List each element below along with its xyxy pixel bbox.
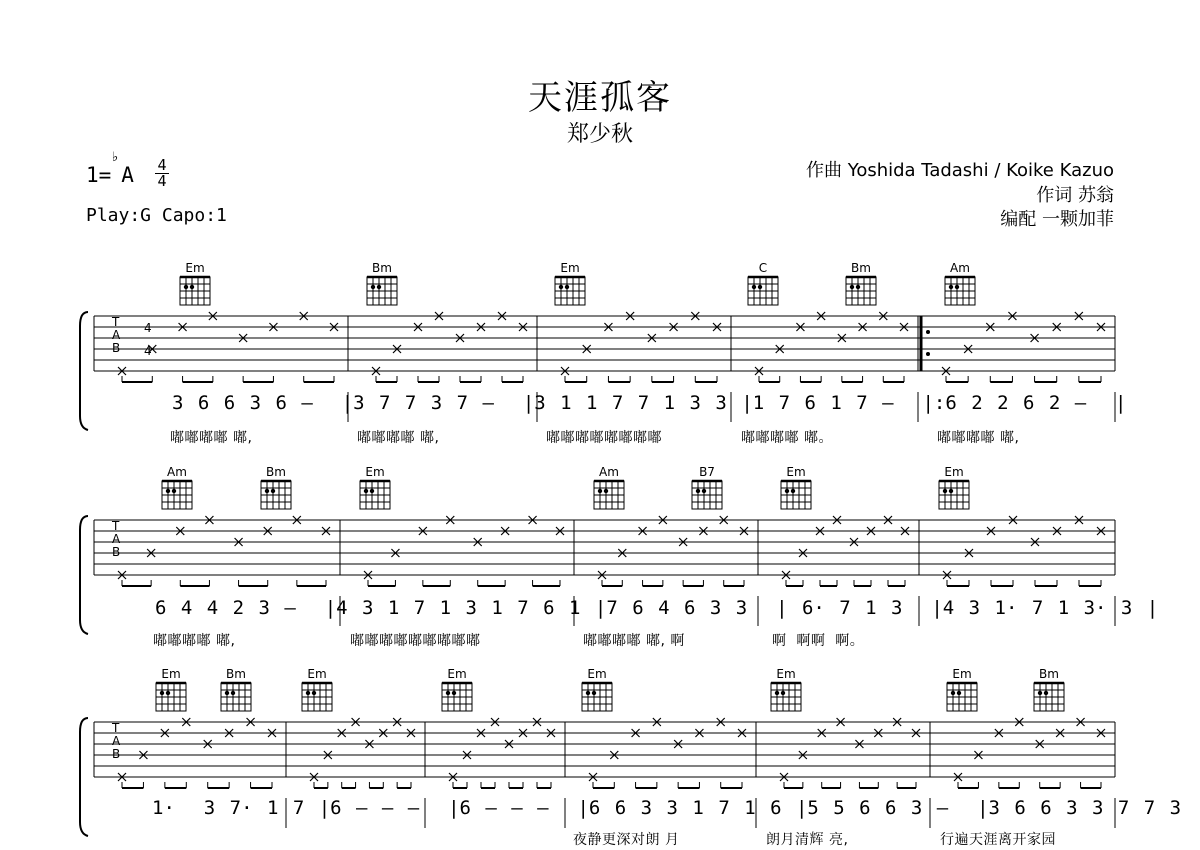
key-note: A — [121, 163, 134, 187]
lyric-row1-e: 嘟嘟嘟嘟 嘟, — [937, 430, 1020, 446]
lyric-row1-d: 嘟嘟嘟嘟 嘟。 — [741, 430, 833, 446]
staff-bracket — [80, 718, 88, 836]
chord-finger — [785, 489, 789, 493]
staff-bracket — [80, 312, 88, 430]
chord-name: Bm — [372, 261, 392, 275]
chord-diagram — [692, 465, 722, 509]
tab-clef-letter: A — [112, 532, 121, 546]
chord-name: C — [758, 261, 768, 275]
chord-finger — [781, 691, 785, 695]
chord-diagram — [594, 465, 624, 509]
chord-finger — [598, 489, 602, 493]
chord-name: Am — [167, 465, 187, 479]
chord-diagram — [1034, 667, 1064, 711]
chord-diagram — [582, 667, 612, 711]
lyric-row1-c: 嘟嘟嘟嘟嘟嘟嘟嘟 — [546, 430, 662, 446]
chord-finger — [225, 691, 229, 695]
chord-finger — [370, 489, 374, 493]
tab-time-bottom: 4 — [144, 344, 152, 358]
chord-finger — [190, 285, 194, 289]
chord-diagram — [367, 261, 397, 305]
chord-finger — [452, 691, 456, 695]
lyric-row1-a: 嘟嘟嘟嘟 嘟, — [170, 430, 253, 446]
numbered-row-1: 3 6 6 3 6 – |3 7 7 3 7 – |3 1 1 7 7 1 3 3 |1 7 6 1 7 – |:6 2 2 6 2 – | — [172, 392, 1127, 414]
chord-name: Em — [952, 667, 972, 681]
chord-finger — [604, 489, 608, 493]
chord-diagram — [162, 465, 192, 509]
chord-name: Bm — [226, 667, 246, 681]
chord-name: Em — [786, 465, 806, 479]
chord-name: Em — [185, 261, 205, 275]
tab-clef-letter: T — [112, 315, 120, 329]
chord-name: Bm — [266, 465, 286, 479]
chord-name: Bm — [851, 261, 871, 275]
chord-finger — [955, 285, 959, 289]
chord-finger — [758, 285, 762, 289]
key-accidental: ♭ — [112, 150, 119, 165]
chord-diagram — [221, 667, 251, 711]
tab-clef-letter: B — [112, 747, 121, 761]
tab-staves — [80, 312, 1115, 836]
chord-finger — [446, 691, 450, 695]
chord-name: Em — [560, 261, 580, 275]
chord-finger — [586, 691, 590, 695]
lyric-row2-c: 嘟嘟嘟嘟 嘟, 啊 — [583, 633, 685, 649]
lyric-row3-a: 夜静更深对朗 月 — [573, 832, 680, 848]
chord-finger — [949, 489, 953, 493]
chord-name: Em — [161, 667, 181, 681]
chord-name: Em — [447, 667, 467, 681]
staff-bracket — [80, 516, 88, 634]
repeat-dot — [926, 352, 930, 356]
chord-finger — [160, 691, 164, 695]
tab-clef-letter: A — [112, 734, 121, 748]
chord-finger — [850, 285, 854, 289]
chord-finger — [271, 489, 275, 493]
chord-diagram — [781, 465, 811, 509]
key-prefix: 1= — [86, 163, 112, 187]
chord-diagram — [846, 261, 876, 305]
chord-diagram — [771, 667, 801, 711]
chord-finger — [592, 691, 596, 695]
tab-clef-letter: B — [112, 545, 121, 559]
chord-finger — [1038, 691, 1042, 695]
time-bottom: 4 — [155, 173, 169, 189]
chord-finger — [752, 285, 756, 289]
chord-finger — [364, 489, 368, 493]
chord-finger — [377, 285, 381, 289]
chord-finger — [559, 285, 563, 289]
chord-finger — [184, 285, 188, 289]
composer: 作曲 Yoshida Tadashi / Koike Kazuo — [806, 160, 1114, 181]
chord-finger — [957, 691, 961, 695]
lyric-row2-d: 啊 啊啊 啊。 — [772, 633, 865, 649]
chord-finger — [371, 285, 375, 289]
lyric-row3-b: 朗月清辉 亮, — [766, 832, 849, 848]
chord-name: Am — [599, 465, 619, 479]
arranger: 编配 一颗加菲 — [1000, 209, 1114, 230]
chord-name: Bm — [1039, 667, 1059, 681]
chord-finger — [565, 285, 569, 289]
chord-finger — [231, 691, 235, 695]
repeat-dot — [926, 330, 930, 334]
chord-finger — [791, 489, 795, 493]
chord-finger — [265, 489, 269, 493]
chord-name: Em — [307, 667, 327, 681]
chord-diagram — [261, 465, 291, 509]
chord-finger — [856, 285, 860, 289]
tab-clef-letter: A — [112, 328, 121, 342]
chord-finger — [949, 285, 953, 289]
lyric-row3-c: 行遍天涯离开家园 — [940, 832, 1056, 848]
chord-diagram — [939, 465, 969, 509]
numbered-row-3: 1· 3 7· 1 7 |6 – – – |6 – – – |6 6 3 3 1 7 1 6 |5 5 6 6 3 – |3 6 6 3 3 7 7 3 — [152, 797, 1182, 819]
chord-finger — [306, 691, 310, 695]
lyric-row2-b: 嘟嘟嘟嘟嘟嘟嘟嘟嘟 — [350, 633, 481, 649]
chord-name: Em — [587, 667, 607, 681]
chord-diagram — [360, 465, 390, 509]
chord-diagram — [180, 261, 210, 305]
tab-clef-letter: B — [112, 341, 121, 355]
song-artist: 郑少秋 — [566, 122, 633, 147]
chord-finger — [312, 691, 316, 695]
chord-finger — [166, 489, 170, 493]
play-capo: Play:G Capo:1 — [86, 205, 227, 226]
time-top: 4 — [157, 156, 167, 174]
tab-clef-letter: T — [112, 721, 120, 735]
chord-name: Em — [365, 465, 385, 479]
chord-diagram — [156, 667, 186, 711]
chord-diagram — [442, 667, 472, 711]
chord-name: Em — [776, 667, 796, 681]
chord-diagram — [302, 667, 332, 711]
chord-finger — [951, 691, 955, 695]
tab-time-top: 4 — [144, 321, 152, 335]
chord-diagram — [748, 261, 778, 305]
tab-clef-letter: T — [112, 519, 120, 533]
chord-finger — [172, 489, 176, 493]
lyric-row2-a: 嘟嘟嘟嘟 嘟, — [153, 633, 236, 649]
chord-finger — [166, 691, 170, 695]
chord-name: B7 — [699, 465, 715, 479]
chord-name: Am — [950, 261, 970, 275]
chord-diagram — [945, 261, 975, 305]
chord-finger — [702, 489, 706, 493]
chord-finger — [696, 489, 700, 493]
chord-finger — [775, 691, 779, 695]
song-title: 天涯孤客 — [528, 78, 672, 118]
chord-finger — [943, 489, 947, 493]
chord-diagram — [555, 261, 585, 305]
lyricist: 作词 苏翁 — [1036, 185, 1114, 206]
chord-name: Em — [944, 465, 964, 479]
lyric-row1-b: 嘟嘟嘟嘟 嘟, — [357, 430, 440, 446]
numbered-row-2: 6 4 4 2 3 – |4 3 1 7 1 3 1 7 6 1 |7 6 4 6 3 3 | 6· 7 1 3 |4 3 1· 7 1 3· 3 | — [155, 597, 1159, 619]
chord-diagram — [947, 667, 977, 711]
chord-finger — [1044, 691, 1048, 695]
